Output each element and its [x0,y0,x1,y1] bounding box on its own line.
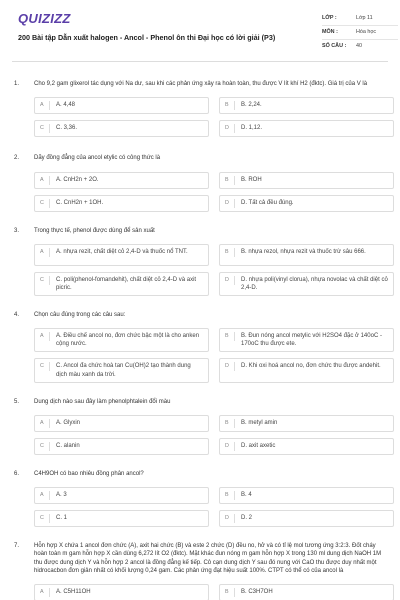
option-text: A. Điều chế ancol no, đơn chức bậc một là cho anken cộng nước. [56,333,200,348]
answer-option[interactable] [34,272,209,296]
option-letter: B [225,491,235,500]
question-number: 2. [14,155,20,162]
answer-option[interactable] [219,438,394,455]
option-letter: D [225,362,235,371]
option-letter: B [225,332,235,341]
answer-option[interactable] [219,97,394,114]
answer-option[interactable] [34,244,209,266]
option-letter: C [40,199,50,208]
option-text: A. CnH2n + 2O. [56,176,99,183]
question-item [12,227,388,296]
option-letter: B [225,248,235,257]
answer-option[interactable] [34,510,209,527]
question-number: 1. [14,81,20,87]
question-item [12,80,388,137]
worksheet-meta [322,12,398,54]
answer-options [34,584,388,600]
option-letter: C [40,276,50,285]
option-letter: A [40,176,50,185]
meta-label: MÔN : [322,28,338,35]
question-text: Cho 9,2 gam glixerol tác dụng với Na dư, sau khi các phản ứng xảy ra hoàn toàn, thu được V lít khí H2 (đktc). Giá trị của V là [34,81,368,87]
answer-option[interactable] [219,510,394,527]
meta-value: Lớp 11 [356,14,373,21]
quizizz-logo: QUIZIZZ [18,11,71,26]
option-letter: B [225,419,235,428]
option-letter: B [225,101,235,110]
option-letter: B [225,176,235,185]
question-number: 3. [14,227,20,234]
option-text: A. C5H11OH [56,589,91,596]
meta-label: LỚP : [322,14,337,21]
answer-option[interactable] [219,328,394,352]
answer-option[interactable] [34,328,209,352]
option-text: A. 4,48 [56,102,76,109]
meta-row [322,40,398,54]
answer-option[interactable] [219,195,394,212]
question-text: Dung dịch nào sau đây làm phenolphtalein đổi màu [34,398,171,405]
question-number: 5. [14,398,20,405]
answer-options [34,172,388,212]
option-text: B. nhựa rezol, nhựa rezit và thuốc trừ sâu 666. [241,248,366,255]
answer-option[interactable] [219,584,394,600]
answer-option[interactable] [34,120,209,137]
option-letter: D [225,276,235,285]
option-letter: A [40,332,50,341]
option-text: C. 3,36. [56,125,78,132]
option-text: C. poli(phenol-fomandehit), chất diệt cỏ 2,4-D và axit picric. [56,276,197,291]
worksheet-title: 200 Bài tập Dẫn xuất halogen - Ancol - Phenol ôn thi Đại học có lời giải (P3) [18,33,276,42]
question-text: C4H9OH có bao nhiêu đồng phân ancol? [34,470,144,477]
option-text: B. metyl amin [241,419,278,426]
question-item [12,398,388,455]
answer-option[interactable] [219,244,394,266]
option-text: D. nhựa poli(vinyl clorua), nhựa novolac và chất diệt cỏ 2,4-D. [241,276,388,291]
meta-value: Hóa học [356,28,377,35]
question-item [12,311,388,383]
option-letter: B [225,588,235,597]
option-text: A. 3 [56,492,67,499]
meta-row [322,26,398,40]
answer-option[interactable] [34,195,209,212]
option-text: C. CnH2n + 1OH. [56,199,104,206]
option-text: B. Đun nóng ancol metylic với H2SO4 đặc ở 140oC - 170oC thu được ete. [241,333,382,348]
option-text: D. Tất cả đều đúng. [241,199,294,206]
option-letter: D [225,514,235,523]
option-letter: D [225,124,235,133]
option-text: C. alanin [56,442,80,449]
answer-option[interactable] [34,487,209,504]
answer-option[interactable] [219,172,394,189]
answer-option[interactable] [219,272,394,296]
option-text: B. 2,24. [241,102,262,109]
answer-option[interactable] [34,584,209,600]
option-text: A. Glyxin [56,419,81,426]
question-number: 6. [14,470,20,477]
question-item [12,154,388,211]
question-list [12,62,388,600]
option-text: A. nhựa rezit, chất diệt cỏ 2,4-D và thuốc nổ TNT. [56,248,188,255]
option-letter: C [40,514,50,523]
answer-option[interactable] [219,487,394,504]
option-letter: A [40,248,50,257]
answer-options [34,415,388,455]
answer-options [34,244,388,296]
question-text: Trong thực tế, phenol được dùng để sản xuất [34,227,155,234]
option-text: B. ROH [241,176,262,183]
option-text: D. Khi oxi hoá ancol no, đơn chức thu được andehit. [241,363,381,370]
answer-option[interactable] [34,438,209,455]
question-text: Hỗn hợp X chứa 1 ancol đơn chức (A), axit hai chức (B) và este 2 chức (D) đều no, hở và có tỉ lệ mol tương ứng 3:2:3. Đốt cháy hoàn toàn m gam hỗn hợp X cần dùng 6,272 lít O2 (đktc). Mặt khác đun nóng m gam hỗn hợp X trong 130 ml dung dịch NaOH 1M thu được dung dịch Y và hỗn hợp 2 ancol là đồng đẳng kế tiếp. Cô cạn dung dịch Y sau đó nung với CaO thu được duy nhất một hidrocacbon đơn giản nhất có khối lượng 0,24 gam. Các phản ứng đạt hiệu suất 100%. CTPT có thể có của ancol là [34,543,382,574]
answer-options [34,328,388,382]
option-text: D. axit axetic [241,442,276,449]
answer-option[interactable] [219,415,394,432]
option-text: C. Ancol đa chức hoà tan Cu(OH)2 tạo thành dung dịch màu xanh da trời. [56,363,191,378]
answer-option[interactable] [34,415,209,432]
option-text: B. C3H7OH [241,589,273,596]
answer-option[interactable] [34,97,209,114]
option-text: D. 2 [241,515,253,522]
option-letter: C [40,442,50,451]
question-number: 4. [14,311,20,318]
option-text: B. 4 [241,492,252,499]
answer-options [34,97,388,137]
option-letter: C [40,362,50,371]
meta-value: 40 [356,43,362,50]
option-letter: A [40,419,50,428]
option-letter: A [40,588,50,597]
option-letter: C [40,124,50,133]
question-item [12,470,388,527]
question-text: Dãy đồng đẳng của ancol etylic có công thức là [34,155,161,162]
option-letter: D [225,199,235,208]
answer-option[interactable] [34,358,209,382]
question-number: 7. [14,543,20,550]
answer-option[interactable] [219,358,394,382]
answer-option[interactable] [219,120,394,137]
answer-option[interactable] [34,172,209,189]
worksheet-header [12,0,388,62]
question-text: Chọn câu đúng trong các câu sau: [34,311,126,318]
option-letter: A [40,491,50,500]
meta-label: SỐ CÂU : [322,43,347,50]
option-letter: D [225,442,235,451]
option-text: C. 1 [56,515,68,522]
question-item [12,542,388,600]
option-letter: A [40,101,50,110]
meta-row [322,12,398,26]
answer-options [34,487,388,527]
option-text: D. 1,12. [241,125,263,132]
